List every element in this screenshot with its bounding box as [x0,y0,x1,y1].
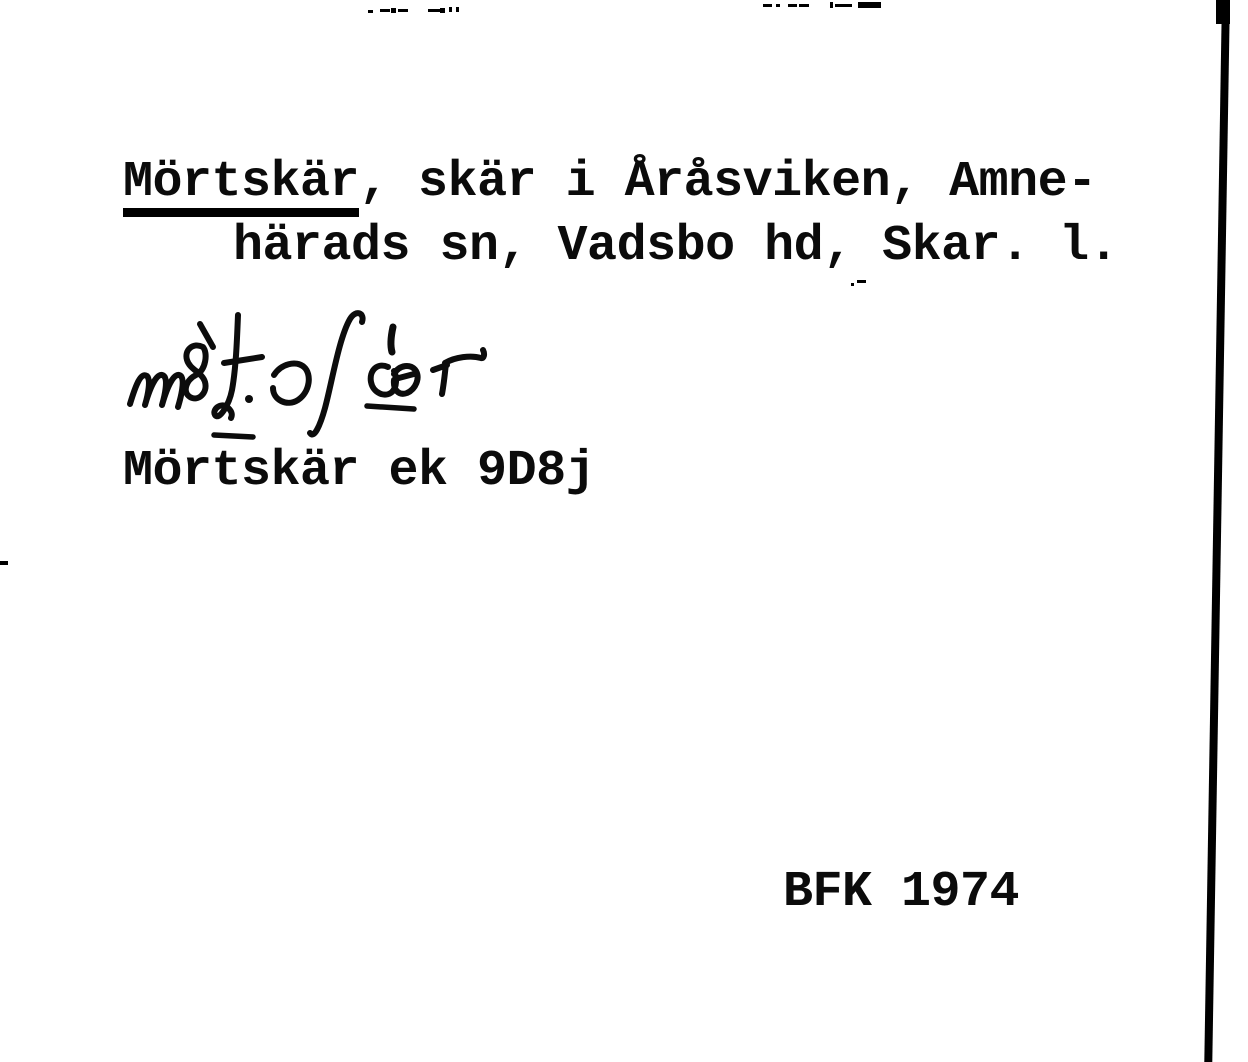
scan-artifact [851,283,854,286]
scan-artifact [380,9,390,12]
scan-artifact [398,9,408,12]
scan-artifact [440,8,445,13]
scan-artifact [428,9,440,12]
scan-artifact [449,7,452,12]
scan-artifact [788,4,797,7]
scan-artifact [0,561,8,565]
phonetic-r [433,350,484,394]
phonetic-transcription-drawing [110,300,510,450]
phonetic-t-underline [214,435,253,437]
phonetic-dot [245,395,253,403]
scan-artifact [368,10,373,13]
headword-underlined: Mörtskär [123,158,359,217]
phonetic-m [130,375,183,407]
phonetic-t [214,315,238,418]
scan-artifact [391,8,396,13]
scan-artifact [830,2,833,8]
scan-artifact [799,4,809,7]
reference-line: Mörtskär ek 9D8j [123,443,596,500]
scan-artifact [835,4,852,7]
headline-line1 [123,154,1097,217]
phonetic-t-crossbar [224,357,262,363]
headline-rest: , skär i Åråsviken, Amne- [359,154,1097,211]
scan-artifact [776,4,780,7]
phonetic-schwa [273,364,309,403]
signature-year: BFK 1974 [783,864,1020,921]
scan-edge-line [1204,0,1230,1062]
scan-artifact [456,7,459,12]
phonetic-oe-tick [391,327,393,352]
phonetic-esh [310,313,363,434]
scan-artifact [857,280,866,283]
headline-line2: härads sn, Vadsbo hd, Skar. l. [233,218,1119,275]
phonetic-transliteration [0,0,1,1]
phonetic-oe-e [394,366,418,394]
scan-artifact [763,4,772,7]
phonetic-oe-underline [367,406,414,409]
scan-edge-blob [1216,0,1230,24]
scan-artifact [858,2,881,8]
phonetic-ou [186,345,206,398]
